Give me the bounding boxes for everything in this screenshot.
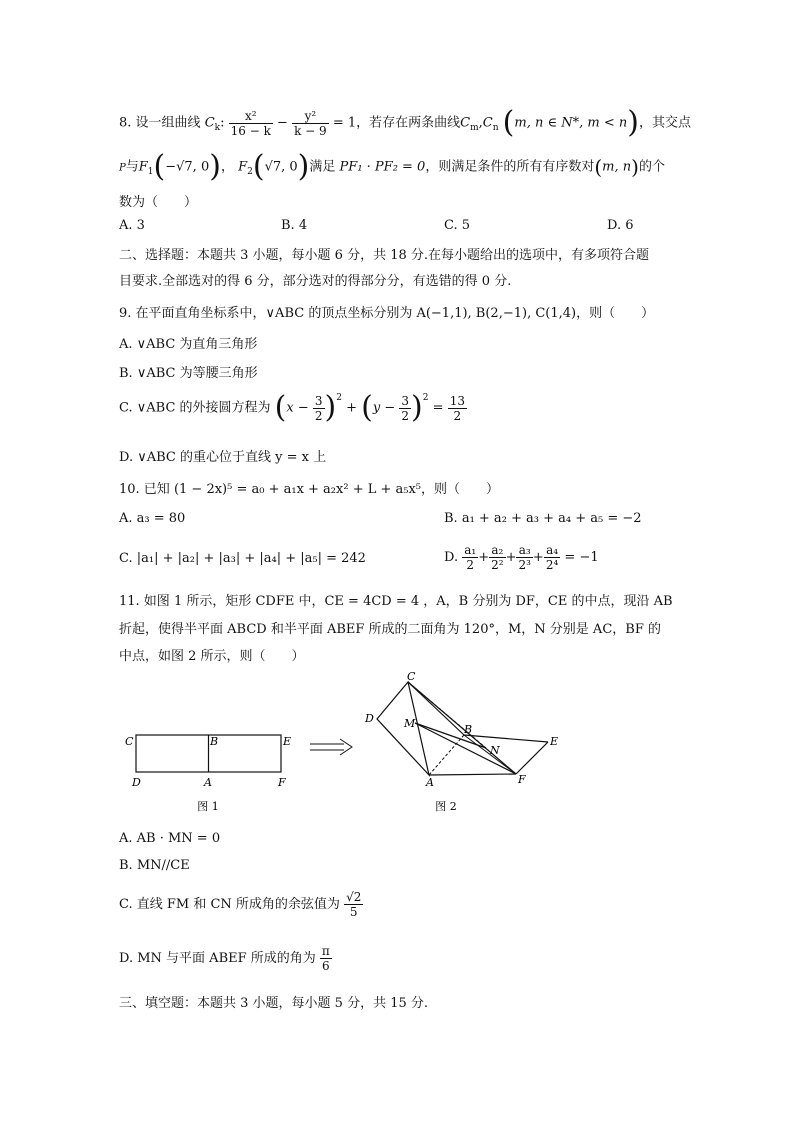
fig2-label-d: D (365, 712, 374, 725)
q11-option-d: D. MN 与平面 ABEF 所成的角为 $\frac{\pi}{6}$ (119, 944, 330, 973)
fig1-label-f: F (278, 776, 286, 789)
fig2-face-acd (377, 682, 429, 775)
fig2-label-m: M (404, 717, 416, 730)
q8-frac2: $\frac{\text{y²}}{k - 9}$ (294, 108, 327, 138)
q10-option-d: D. $\frac{\text{a₁}}{2}$ + $\frac{\text{a₂}}{\text{2²}}$ + $\frac{\text{a₃}}{\text{2³}}$ + $\frac{\text{a₄}}{\text{2⁴}}$ = −1 (444, 543, 599, 572)
fig1-label-e: E (283, 735, 292, 748)
q9-option-c: C. ∨ABC 的外接圆方程为 (x − $\frac{3}{2}$ )$^2$ + (y − $\frac{3}{2}$ )$^2$ = $\frac{13}{2}$ (119, 390, 465, 425)
q8-line2: P与$F_1(-√7$, 0)， $F_2(√7$, 0)满足 PF₁ · PF₂ = 0，则满足条件的所有有序数对(m, n)的个 (119, 149, 665, 184)
q11-option-c: C. 直线 FM 和 CN 所成角的余弦值为 $\frac{√2}{5}$ (119, 890, 362, 919)
fig1-label-a: A (204, 776, 212, 789)
fig2-edge-ab (429, 735, 464, 775)
q11-option-b: B. MN//CE (119, 858, 190, 873)
q10-option-a: A. a₃ = 80 (119, 511, 186, 526)
fig2-caption: 图 2 (435, 800, 457, 813)
fig1-label-b: B (210, 735, 219, 748)
q8-tail1: ，其交点 (638, 115, 691, 131)
q8-option-c: C. 5 (444, 218, 471, 233)
q10-option-b: B. a₁ + a₂ + a₃ + a₄ + a₅ = −2 (444, 511, 642, 526)
q8-line1: 8. 设一组曲线 $C_k$: $\frac{\text{x²}}{16 - k}$ − $\frac{\text{y²}}{k - 9}$ = 1，若存在两条曲线$C_m,C_n$ (m, n ∈ N*, m < n)，其交点 (119, 105, 691, 140)
q8-f2-coord: √7, 0 (264, 159, 298, 175)
q8-frac1: $\frac{\text{x²}}{16 - k}$ (230, 108, 271, 138)
q8-option-b: B. 4 (281, 218, 308, 233)
q11-line1: 11. 如图 1 所示，矩形 CDFE 中，CE = 4CD = 4 ，A，B 分别为 DF，CE 的中点，现沿 AB (119, 594, 673, 609)
q8-option-d: D. 6 (607, 218, 634, 233)
q8-intro: 设一组曲线 (135, 115, 201, 131)
q10-option-c: C. |a₁| + |a₂| + |a₃| + |a₄| + |a₅| = 242 (119, 551, 366, 566)
q8-number: 8. (119, 115, 132, 131)
fig2-label-a: A (426, 776, 434, 789)
fig1-label-c: C (125, 735, 134, 748)
q11-line2: 折起，使得半平面 ABCD 和半平面 ABEF 所成的二面角为 120°，M，N 分别是 AC，BF 的 (119, 622, 661, 637)
q8-curve-sub: k (214, 123, 221, 134)
q8-f1-coord: −√7, 0 (165, 159, 210, 175)
q8-minus: − (277, 115, 288, 131)
fig2-edge-cn (408, 682, 486, 748)
q8-paren-cond: m, n ∈ N*, m < n (514, 115, 628, 131)
q8-eq-one: = 1 (332, 115, 357, 131)
q11-option-a: A. AB · MN = 0 (119, 831, 221, 846)
fig2-edge-cb (408, 682, 464, 735)
fig2-edge-af (429, 774, 516, 775)
fig1-label-d: D (132, 776, 141, 789)
q9-option-d: D. ∨ABC 的重心位于直线 y = x 上 (119, 450, 327, 465)
q8-cond-text: ，若存在两条曲线 (356, 115, 461, 131)
fig2-label-n: N (490, 744, 500, 757)
arrow-icon (308, 738, 356, 758)
q9-option-a: A. ∨ABC 为直角三角形 (119, 337, 258, 352)
section2-line2: 目要求.全部选对的得 6 分，部分选对的得部分分，有选错的得 0 分. (119, 274, 512, 289)
fig2-label-e: E (550, 735, 559, 748)
q10-stem: 10. 已知 (1 − 2x)⁵ = a₀ + a₁x + a₂x² + L + a₅x⁵，则（ ） (119, 482, 500, 497)
q8-line3: 数为（ ） (119, 195, 198, 210)
figure-1 (120, 725, 300, 815)
q8-option-a: A. 3 (119, 218, 145, 233)
q9-option-b: B. ∨ABC 为等腰三角形 (119, 366, 258, 381)
fig1-caption: 图 1 (197, 800, 219, 813)
fig2-label-f: F (518, 773, 526, 786)
fig2-label-c: C (407, 670, 416, 683)
q8-colon: : (220, 115, 225, 131)
section2-line1: 二、选择题：本题共 3 小题，每小题 6 分，共 18 分.在每小题给出的选项中，有多项符合题 (119, 248, 650, 263)
fig2-label-b: B (464, 723, 473, 736)
q8-vec-expr: PF₁ · PF₂ = 0 (339, 159, 426, 175)
figure-2 (360, 670, 570, 820)
fig2-edge-ef (516, 742, 548, 774)
q8-curve: C (204, 115, 215, 131)
q9-stem: 9. 在平面直角坐标系中，∨ABC 的顶点坐标分别为 A(−1,1), B(2,−1), C(1,4)，则（ ） (119, 306, 655, 321)
section3-line1: 三、填空题：本题共 3 小题，每小题 5 分，共 15 分. (119, 996, 429, 1011)
q11-line3: 中点，如图 2 所示，则（ ） (119, 649, 305, 664)
